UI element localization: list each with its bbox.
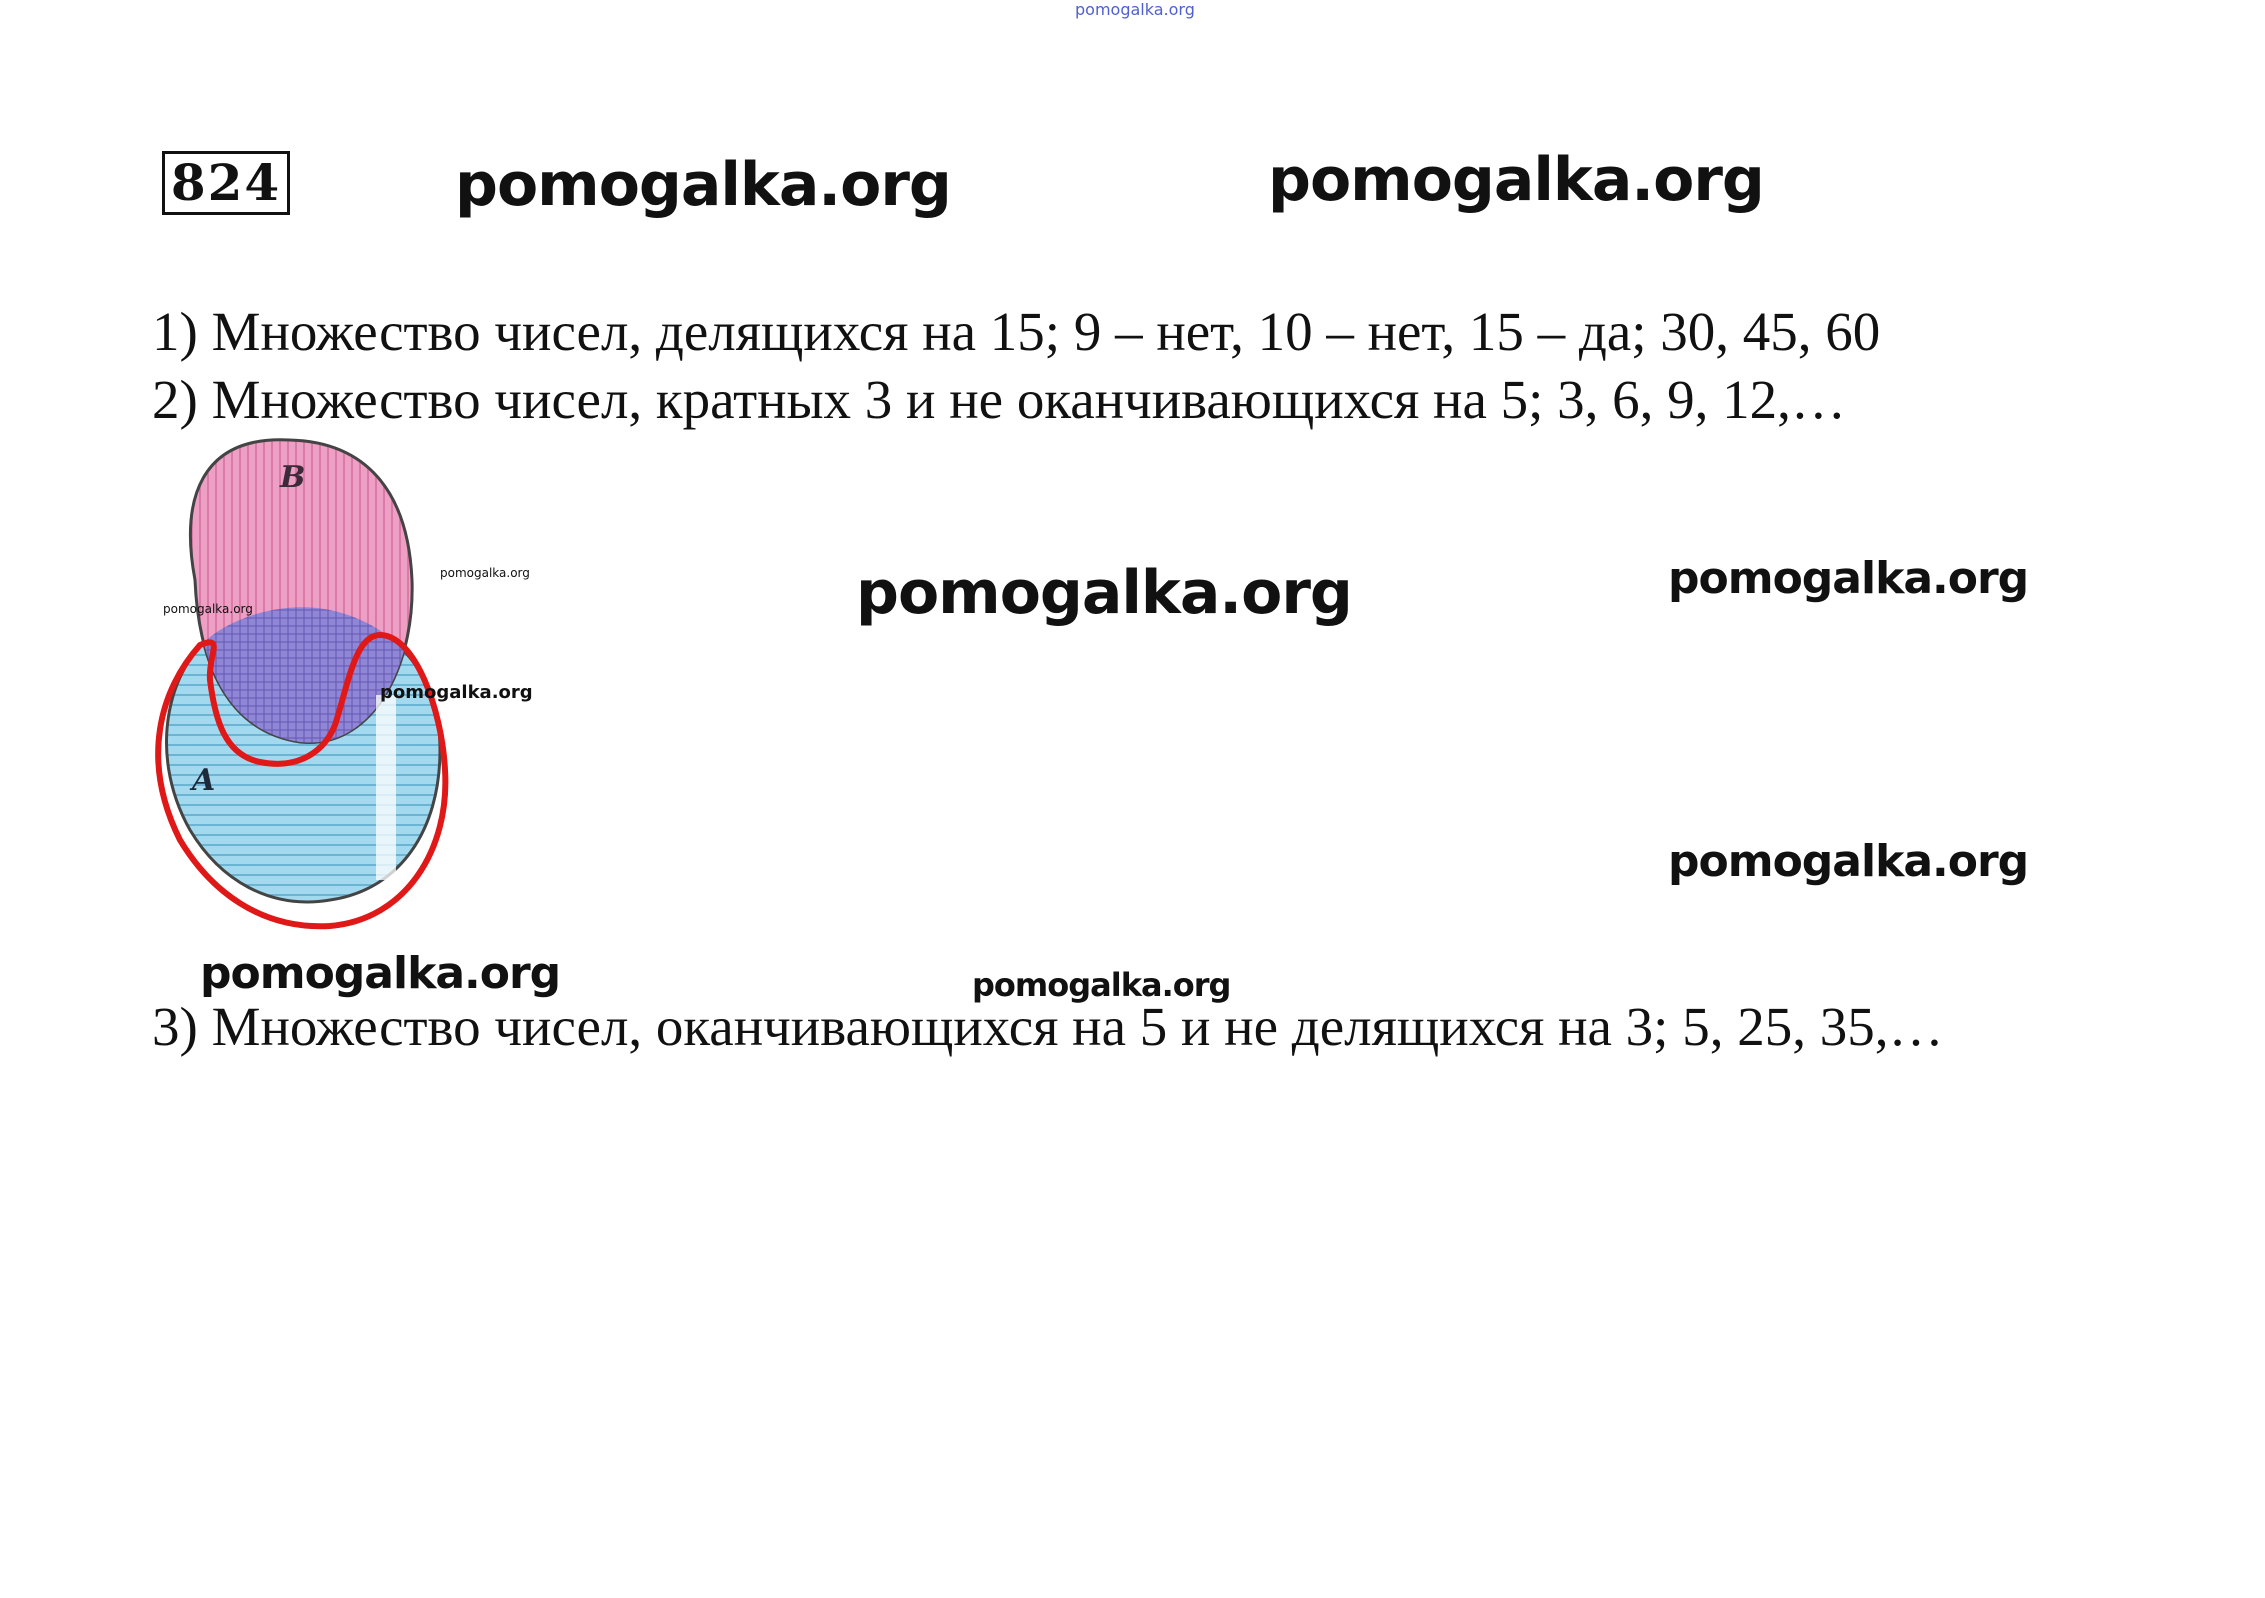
watermark: pomogalka.org (856, 558, 1352, 628)
watermark: pomogalka.org (200, 948, 561, 999)
answer-line-1: 1) Множество чисел, делящихся на 15; 9 – нет, 10 – нет, 15 – да; 30, 45, 60 (152, 301, 1881, 362)
site-header-watermark: pomogalka.org (1075, 0, 1195, 19)
white-stripe (376, 695, 396, 880)
watermark: pomogalka.org (455, 150, 951, 220)
watermark: pomogalka.org (972, 966, 1231, 1004)
answer-line-3: 3) Множество чисел, оканчивающихся на 5 и не делящихся на 3; 5, 25, 35,… (152, 996, 1944, 1057)
label-b: B (280, 460, 306, 495)
watermark: pomogalka.org (440, 566, 530, 580)
answer-line-2: 2) Множество чисел, кратных 3 и не оканчивающихся на 5; 3, 6, 9, 12,… (152, 369, 1846, 430)
label-a: A (192, 763, 216, 798)
watermark: pomogalka.org (163, 602, 253, 616)
watermark: pomogalka.org (1268, 145, 1764, 215)
watermark: pomogalka.org (1668, 836, 2029, 887)
watermark: pomogalka.org (1668, 553, 2029, 604)
watermark: pomogalka.org (380, 682, 533, 703)
problem-number: 824 (162, 151, 290, 215)
